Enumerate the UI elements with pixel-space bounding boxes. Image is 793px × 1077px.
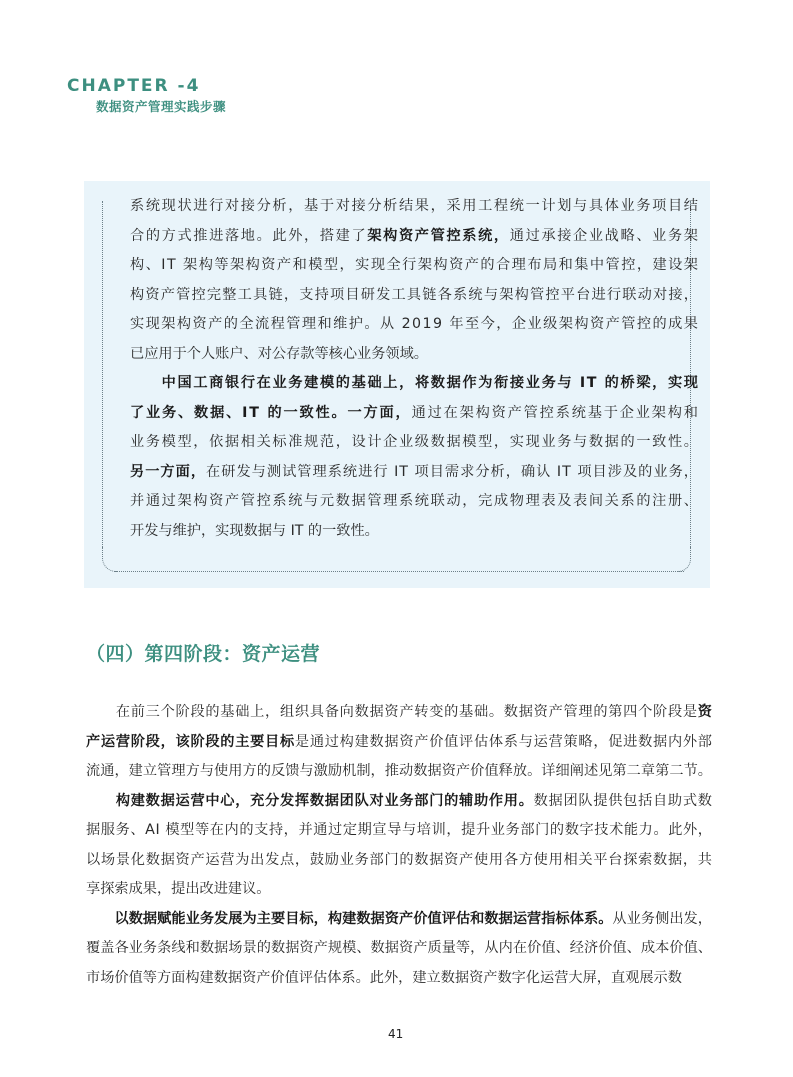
text-run: 在研发与测试管理系统进行 IT 项目需求分析，确认 IT 项目涉及的业务， [206,463,700,480]
text-line [86,761,712,781]
text-run [86,793,116,809]
callout-dotted-border-bottom [114,571,684,572]
chapter-label: CHAPTER -4 [67,76,201,96]
text-line [86,732,713,752]
text-line [86,702,713,722]
text-run: 市场价值等方面构建数据资产价值评估体系。此外，建立数据资产数字化运营大屏，直观展示数 [86,969,682,986]
text-line [130,314,699,334]
callout-dotted-corner-left [102,547,117,572]
text-line [86,820,713,840]
text-line [130,521,379,541]
text-run: 开发与维护，实现数据与 IT 的一致性。 [130,522,379,539]
text-run: 系统现状进行对接分析，基于对接分析结果，采用工程统一计划与具体业务项目结 [130,198,700,214]
text-run: 从业务侧出发， [612,910,713,927]
text-run: 覆盖各业务条线和数据场景的数据资产规模、数据资产质量等，从内在价值、经济价值、成本价值、 [86,940,713,956]
text-line [130,344,428,364]
bold-text: 以数据赋能业务发展为主要目标，构建数据资产价值评估和数据运营指标体系。 [114,910,613,927]
text-run: 通过承接企业战略、业务架 [509,227,700,244]
text-line [130,462,699,482]
bold-text: 中国工商银行在业务建模的基础上，将数据作为衔接业务与 IT 的桥梁，实现 [161,375,700,391]
text-line [130,491,700,511]
text-run: 是通过构建数据资产价值评估体系与运营策略，促进数据内外部 [294,733,713,750]
text-run: 以场景化数据资产运营为出发点，鼓励业务部门的数据资产使用各方使用相关平台探索数据，共 [86,851,713,868]
text-run: 享探索成果，提出改进建议。 [86,881,271,897]
text-run: 流通，建立管理方与使用方的反馈与激励机制，推动数据资产价值释放。详细阐述见第二章第二节。 [86,763,713,779]
text-line [86,850,713,870]
text-line [130,403,700,423]
text-run: 构、IT 架构等架构资产和模型，实现全行架构资产的合理布局和集中管控，建设架 [130,257,700,273]
bold-text: 构建数据运营中心，充分发挥数据团队对业务部门的辅助作用。 [115,792,534,809]
text-line [86,879,270,899]
bold-text: 另一方面， [130,463,207,480]
callout-dotted-corner-right [678,547,691,572]
text-run: 在前三个阶段的基础上，组织具备向数据资产转变的基础。数据资产管理的第四个阶段是 [86,704,698,720]
text-run: 合的方式推进落地。此外，搭建了 [130,227,368,244]
text-line [86,791,713,811]
text-line [130,226,700,246]
bold-text: 架构资产管控系统， [367,227,510,244]
text-line [86,909,712,929]
text-run [130,375,162,391]
text-run: 已应用于个人账户、对公存款等核心业务领域。 [130,345,428,362]
text-run: 业务模型，依据相关标准规范，设计企业级数据模型，实现业务与数据的一致性。 [130,434,700,450]
bold-text: 产运营阶段，该阶段的主要目标 [86,733,295,750]
text-line [130,432,700,452]
text-line [130,373,700,393]
text-line [86,968,682,988]
text-run: 构资产管控完整工具链，支持项目研发工具链各系统与架构管控平台进行联动对接， [130,286,700,303]
callout-dotted-border-left [102,201,103,559]
text-run: 数据团队提供包括自助式数 [533,792,713,809]
text-run: 通过在架构资产管控系统基于企业架构和 [411,404,700,421]
text-line [130,196,700,216]
case-study-callout [84,181,710,588]
text-run: 据服务、AI 模型等在内的支持，并通过定期宣导与培训，提升业务部门的数字技术能力。此外， [86,822,713,838]
text-run [86,911,114,927]
text-line [130,285,699,305]
text-line [130,255,699,275]
section-heading: （四）第四阶段：资产运营 [86,643,321,665]
bold-text: 资 [697,704,713,720]
chapter-subtitle: 数据资产管理实践步骤 [96,99,227,114]
text-run: 并通过架构资产管控系统与元数据管理系统联动，完成物理表及表间关系的注册、 [130,493,700,509]
page-number: 41 [388,1027,404,1041]
text-line [86,938,712,958]
text-run: 实现架构资产的全流程管理和维护。从 2019 年至今，企业级架构资产管控的成果 [130,316,700,332]
bold-text: 了业务、数据、IT 的一致性。一方面， [130,404,412,421]
